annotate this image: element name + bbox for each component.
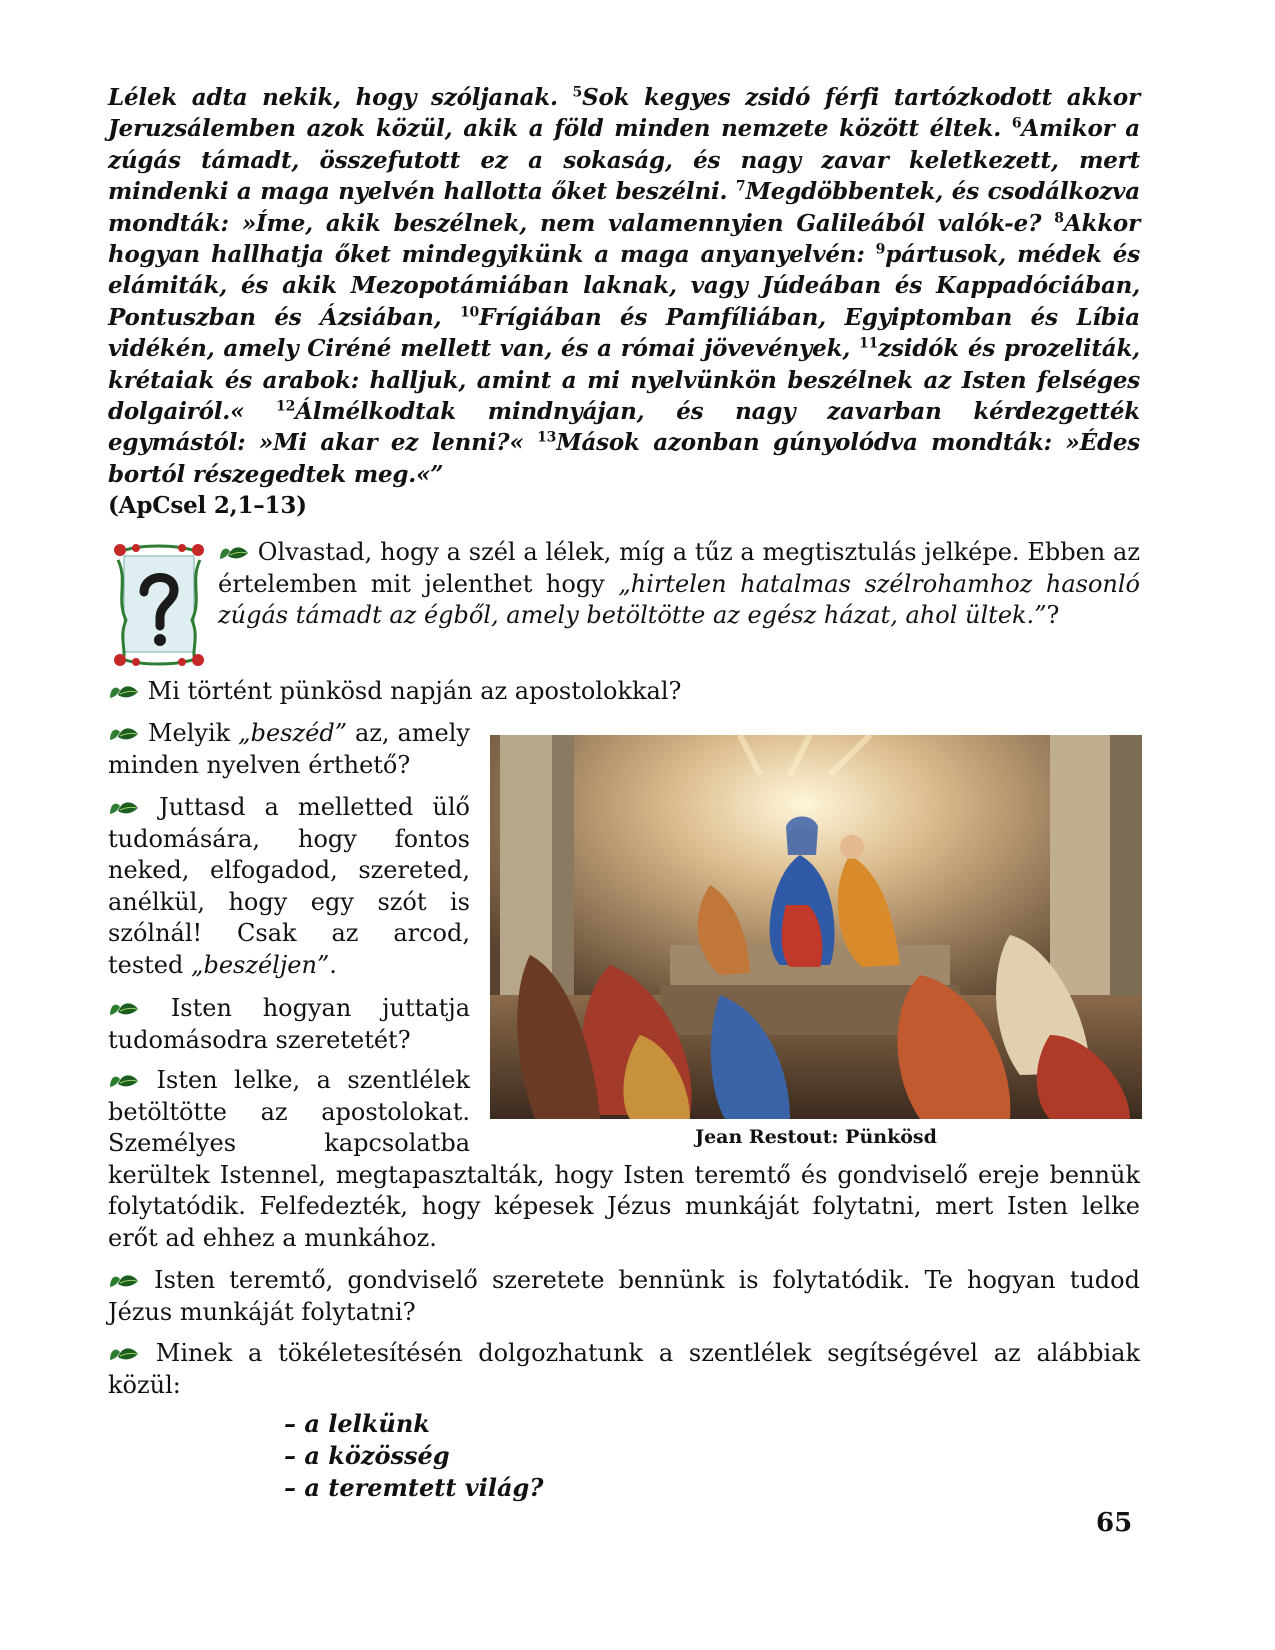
verse-number: 12 <box>276 398 296 415</box>
list-item: – a lelkünk <box>284 1409 430 1438</box>
scripture-part: Sok kegyes zsidó férfi tartózkodott akkor Jeruzsálemben azok közül, akik a föld minden nemzete között éltek. <box>108 84 1140 143</box>
scripture-part: Lélek adta nekik, hogy szóljanak. <box>108 84 573 111</box>
question-text: Isten lelke, a szentlélek betöltötte az apostolokat. Személyes kapcsolatba kerültek Istennel, megtapasztalták, hogy Isten teremtő és gondviselő ereje bennük folytatódik. Felfedezték, hogy képesek Jézus munkáját folytatni, mert Isten lelke erőt ad ehhez a munkához. <box>108 1066 1140 1252</box>
verse-number: 11 <box>859 335 879 352</box>
question-text: Juttasd a melletted ülő tudomására, hogy fontos neked, elfogadod, szereted, anélkül, hogy egy szót is szólnál! Csak az arcod, tested <box>108 793 470 979</box>
list-item: – a közösség <box>284 1441 450 1470</box>
scripture-block <box>108 82 1140 522</box>
verse-number: 13 <box>537 429 557 446</box>
list-item: – a teremtett világ? <box>284 1473 544 1502</box>
question-text: Olvastad, hogy a szél a lélek, míg a tűz a megtisztulás jelképe. Ebben az értelemben mit jelenthet hogy <box>218 538 1140 598</box>
verse-number: 5 <box>572 84 583 101</box>
scripture-part: Megdöbbentek, és csodálkozva mondták: »Íme, akik beszélnek, nem valamennyien Galileából valók-e? <box>108 178 1140 237</box>
verse-number: 10 <box>460 304 480 321</box>
pentecost-painting <box>490 735 1142 1119</box>
scripture-text <box>108 82 1140 522</box>
scripture-part: Álmélkodtak mindnyájan, és nagy zavarban kérdezgették egymástól: »Mi akar ez lenni?« <box>108 398 1140 457</box>
leaf-bullet-icon <box>108 1271 140 1291</box>
question-mark-icon <box>108 540 210 668</box>
scripture-part: Akkor hogyan hallhatja őket mindegyikünk a maga anyanyelvén: <box>108 209 1140 269</box>
question-text: Melyik <box>147 719 239 747</box>
question-text: . <box>329 950 337 979</box>
answer-list <box>284 1408 543 1504</box>
question-quote: „hirtelen hatalmas szélrohamhoz hasonló zúgás támadt az égből, amely betöltötte az egész házat, ahol ültek.” <box>218 569 1140 629</box>
question-quote: „beszéd” <box>238 719 347 747</box>
scripture-part: Amikor a zúgás támadt, összefutott ez a sokaság, és nagy zavar keletkezett, mert mindenki a maga nyelvén hallotta őket beszélni. <box>108 115 1141 206</box>
leaf-bullet-icon <box>108 798 140 818</box>
verse-number: 8 <box>1054 209 1064 226</box>
question-text: az, amely minden nyelven érthető? <box>108 719 470 779</box>
question-7 <box>108 1265 1140 1328</box>
question-5 <box>108 993 470 1056</box>
leaf-bullet-icon <box>108 682 140 702</box>
question-2 <box>108 676 1140 708</box>
question-8 <box>108 1338 1140 1401</box>
scripture-part: pártusok, médek és elámiták, és akik Mezopotámiában laknak, vagy Júdeában és Kappadóciában, Pontuszban és Ázsiában, <box>108 241 1140 331</box>
leaf-bullet-icon <box>108 1344 140 1364</box>
scripture-reference: (ApCsel 2,1–13) <box>108 492 307 520</box>
leaf-bullet-icon <box>108 1071 140 1091</box>
painting-caption: Jean Restout: Pünkösd <box>695 1126 937 1148</box>
page-number: 65 <box>1096 1508 1133 1538</box>
question-text: Isten hogyan juttatja tudomásodra szeretetét? <box>108 994 470 1054</box>
question-1 <box>218 537 1140 632</box>
scripture-part: Mások azonban gúnyolódva mondták: »Édes bortól részegedtek meg.«” <box>108 429 1141 488</box>
question-3 <box>108 718 470 781</box>
question-text: Mi történt pünkösd napján az apostolokkal? <box>147 677 682 705</box>
question-text: Minek a tökéletesítésén dolgozhatunk a szentlélek segítségével az alábbiak közül: <box>108 1339 1140 1399</box>
question-4 <box>108 792 470 981</box>
question-text: ? <box>1046 601 1060 629</box>
leaf-bullet-icon <box>108 999 140 1019</box>
scripture-part: zsidók és prozeliták, krétaiak és arabok: halljuk, amint a mi nyelvünkön beszélnek az Isten felséges dolgairól.« <box>108 335 1140 426</box>
leaf-bullet-icon <box>108 724 140 744</box>
scripture-part: Frígiában és Pamfíliában, Egyiptomban és Líbia vidékén, amely Ciréné mellett van, és a római jövevények, <box>108 303 1140 363</box>
verse-number: 9 <box>875 241 886 258</box>
verse-number: 6 <box>1011 115 1022 132</box>
question-text: Isten teremtő, gondviselő szeretete bennünk is folytatódik. Te hogyan tudod Jézus munkáját folytatni? <box>108 1266 1140 1326</box>
question-quote: „beszéljen” <box>191 950 330 979</box>
leaf-bullet-icon <box>218 543 250 563</box>
verse-number: 7 <box>735 178 746 195</box>
